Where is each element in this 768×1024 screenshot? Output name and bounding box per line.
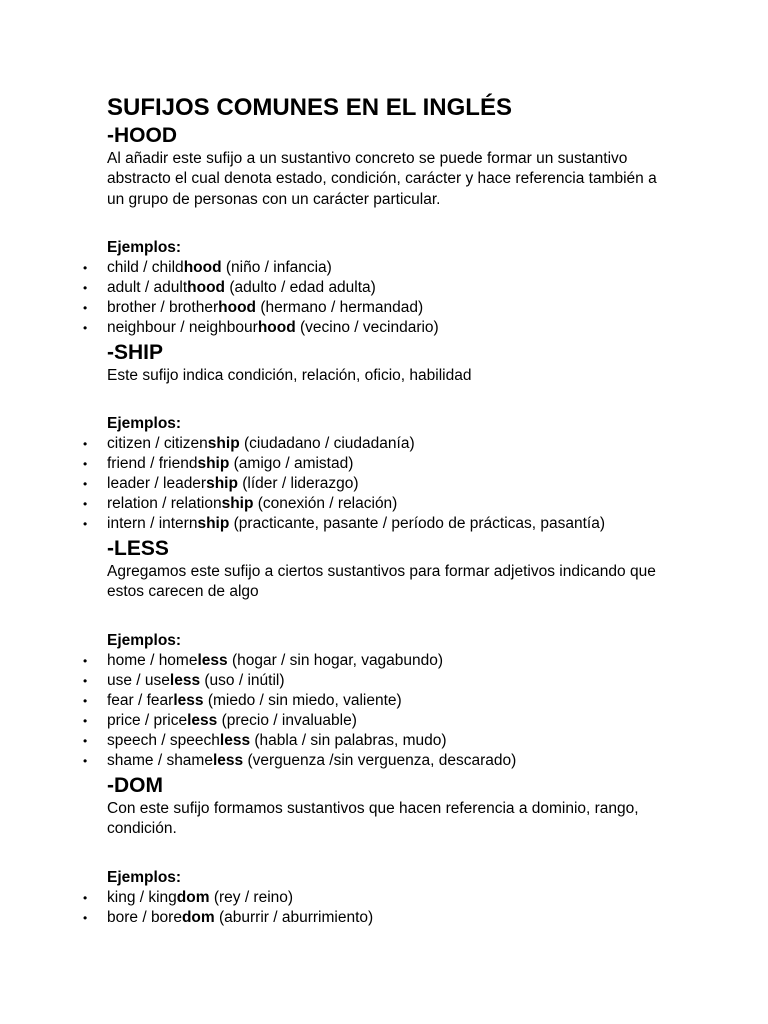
example-translation: (rey / reino) xyxy=(209,889,294,906)
example-base: fear / fear xyxy=(107,692,174,710)
example-translation: (uso / inútil) xyxy=(200,672,285,690)
bullet-icon: • xyxy=(83,714,88,729)
example-base: neighbour / neighbour xyxy=(107,319,258,337)
example-base: shame / shame xyxy=(107,752,213,770)
bullet-icon: • xyxy=(83,734,88,749)
list-item xyxy=(0,454,605,474)
example-translation: (adulto / edad adulta) xyxy=(225,279,376,297)
example-suffix: hood xyxy=(187,279,226,297)
example-translation: (habla / sin palabras, mudo) xyxy=(250,732,447,750)
examples-list-dom xyxy=(0,888,373,928)
section-description-less: Agregamos este sufijo a ciertos sustantivos para formar adjetivos indicando que estos carecen de algo xyxy=(107,563,656,601)
examples-list-ship xyxy=(0,434,605,534)
example-base: adult / adult xyxy=(107,279,188,297)
bullet-icon: • xyxy=(83,301,88,316)
example-suffix: less xyxy=(169,672,201,690)
example-translation: (líder / liderazgo) xyxy=(237,475,359,493)
example-base: use / use xyxy=(107,672,170,690)
example-base: leader / leader xyxy=(107,475,207,493)
example-translation: (hermano / hermandad) xyxy=(256,299,424,317)
example-suffix: ship xyxy=(207,435,240,452)
example-base: price / price xyxy=(107,712,188,730)
examples-list-hood xyxy=(0,258,439,338)
example-suffix: dom xyxy=(181,909,215,927)
bullet-icon: • xyxy=(83,654,88,668)
examples-label-hood: Ejemplos: xyxy=(107,239,182,256)
list-item xyxy=(0,318,439,338)
bullet-icon: • xyxy=(83,517,88,532)
example-base: citizen / citizen xyxy=(107,435,208,452)
bullet-icon: • xyxy=(83,497,88,512)
example-translation: (niño / infancia) xyxy=(221,259,332,276)
list-item xyxy=(0,434,605,454)
example-suffix: less xyxy=(219,732,251,750)
list-item xyxy=(0,671,516,691)
list-item xyxy=(0,908,373,928)
example-base: speech / speech xyxy=(107,732,220,750)
bullet-icon: • xyxy=(83,674,88,689)
example-suffix: ship xyxy=(206,475,238,493)
example-suffix: less xyxy=(187,712,218,730)
example-base: home / home xyxy=(107,652,198,669)
example-translation: (vecino / vecindario) xyxy=(295,319,439,337)
bullet-icon: • xyxy=(83,457,88,472)
example-suffix: hood xyxy=(218,299,257,317)
section-heading-hood: -HOOD xyxy=(107,124,177,147)
list-item xyxy=(0,278,439,298)
example-base: brother / brother xyxy=(107,299,219,317)
example-base: king / king xyxy=(107,889,177,906)
section-heading-ship: -SHIP xyxy=(107,341,164,364)
example-base: bore / bore xyxy=(107,909,182,927)
examples-list-less xyxy=(0,651,516,772)
example-suffix: less xyxy=(212,752,244,770)
example-base: friend / friend xyxy=(107,455,198,473)
bullet-icon: • xyxy=(83,891,88,905)
document-title: SUFIJOS COMUNES EN EL INGLÉS xyxy=(107,94,512,121)
bullet-icon: • xyxy=(83,281,88,296)
example-base: child / child xyxy=(107,259,184,276)
example-translation: (verguenza /sin verguenza, descarado) xyxy=(243,752,517,770)
example-translation: (hogar / sin hogar, vagabundo) xyxy=(227,652,444,669)
list-item xyxy=(0,494,605,514)
bullet-icon: • xyxy=(83,754,88,769)
example-translation: (practicante, pasante / período de prácticas, pasantía) xyxy=(229,515,606,533)
example-base: intern / intern xyxy=(107,515,198,533)
list-item xyxy=(0,474,605,494)
example-translation: (miedo / sin miedo, valiente) xyxy=(203,692,402,710)
list-item xyxy=(0,651,516,671)
section-heading-dom: -DOM xyxy=(107,774,163,797)
section-description-dom: Con este sufijo formamos sustantivos que hacen referencia a dominio, rango, condición. xyxy=(107,800,639,838)
examples-label-dom: Ejemplos: xyxy=(107,869,182,886)
list-item xyxy=(0,298,439,318)
example-base: relation / relation xyxy=(107,495,222,513)
examples-label-ship: Ejemplos: xyxy=(107,415,182,432)
list-item xyxy=(0,258,439,278)
list-item xyxy=(0,751,516,771)
list-item xyxy=(0,711,516,731)
example-suffix: hood xyxy=(183,259,222,276)
example-suffix: less xyxy=(197,652,228,669)
section-heading-less: -LESS xyxy=(107,537,169,560)
section-description-hood: Al añadir este sufijo a un sustantivo concreto se puede formar un sustantivo abstracto el cual denota estado, condición, carácter y hace referencia también a un grupo de personas con un carácter particular. xyxy=(107,150,657,208)
example-suffix: less xyxy=(173,692,204,710)
example-suffix: hood xyxy=(257,319,296,337)
example-suffix: ship xyxy=(221,495,254,513)
example-suffix: dom xyxy=(176,889,210,906)
list-item xyxy=(0,691,516,711)
example-translation: (conexión / relación) xyxy=(253,495,398,513)
list-item xyxy=(0,888,373,908)
list-item xyxy=(0,731,516,751)
bullet-icon: • xyxy=(83,321,88,336)
example-translation: (precio / invaluable) xyxy=(217,712,357,730)
example-translation: (ciudadano / ciudadanía) xyxy=(239,435,415,452)
example-translation: (aburrir / aburrimiento) xyxy=(214,909,374,927)
list-item xyxy=(0,514,605,534)
example-suffix: ship xyxy=(197,515,230,533)
bullet-icon: • xyxy=(83,477,88,492)
example-suffix: ship xyxy=(197,455,230,473)
bullet-icon: • xyxy=(83,261,88,275)
bullet-icon: • xyxy=(83,437,88,451)
bullet-icon: • xyxy=(83,694,88,709)
section-description-ship: Este sufijo indica condición, relación, oficio, habilidad xyxy=(107,367,472,384)
example-translation: (amigo / amistad) xyxy=(229,455,354,473)
examples-label-less: Ejemplos: xyxy=(107,632,182,649)
bullet-icon: • xyxy=(83,911,88,926)
